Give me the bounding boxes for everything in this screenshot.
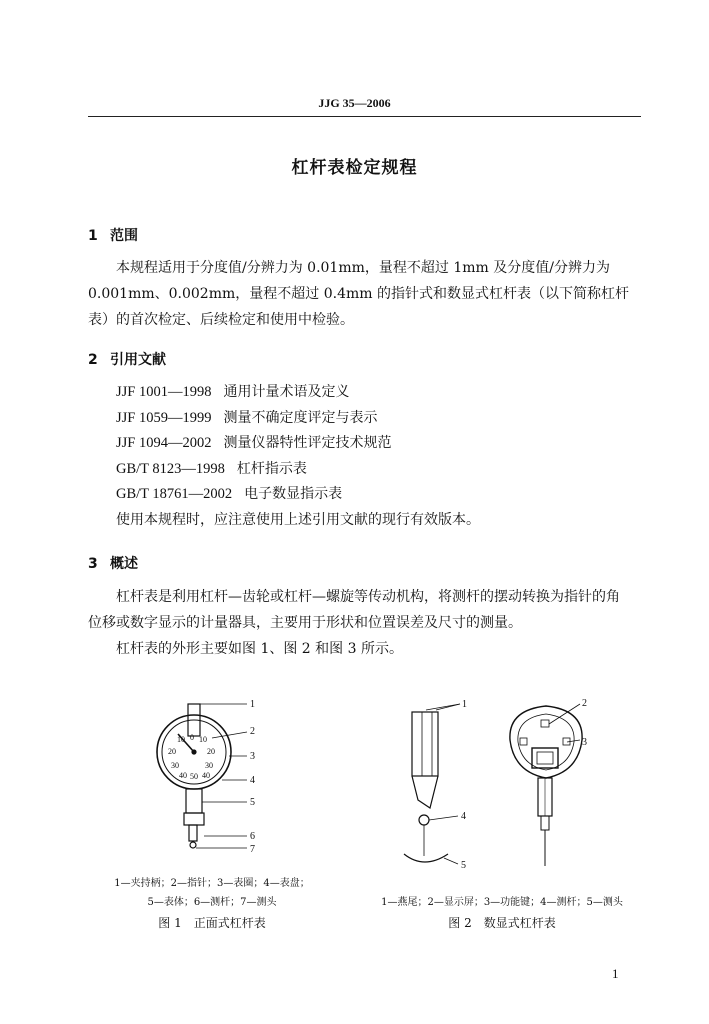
dial-number: 40 (179, 771, 187, 780)
overview-line-3: 杠杆表的外形主要如图 1、图 2 和图 3 所示。 (116, 641, 403, 657)
function-key (520, 738, 527, 745)
section-2-title: 引用文献 (110, 352, 166, 368)
dial-number: 20 (207, 747, 215, 756)
part-label: 4 (461, 811, 466, 822)
section-1-heading (88, 225, 138, 245)
figure-2-side-labels (461, 699, 467, 871)
side-lever (412, 776, 438, 808)
side-body (412, 712, 438, 776)
reference-item (116, 431, 480, 457)
scope-line-2: 0.001mm、0.002mm，量程不超过 0.4mm 的指针式和数显式杠杆表（以下简称杠杆 (88, 286, 629, 302)
section-3-heading (88, 553, 138, 573)
section-1-paragraph (88, 255, 644, 333)
reference-name: 测量仪器特性评定技术规范 (223, 435, 392, 451)
pointer-hub (192, 750, 196, 754)
section-3-title: 概述 (110, 556, 138, 572)
figure-2-side-view (404, 712, 448, 862)
contact-arc (404, 854, 448, 862)
dial-number: 20 (168, 747, 176, 756)
lever-housing (184, 813, 204, 825)
reference-list (116, 380, 480, 533)
figure-1-legend-line-2: 5—表体；6—测杆；7—测头 (147, 897, 277, 908)
figures-area (0, 690, 709, 940)
header-rule (88, 116, 641, 117)
part-label: 4 (250, 775, 255, 786)
overview-line-2: 位移或数字显示的计量器具，主要用于形状和位置误差及尺寸的测量。 (88, 615, 522, 631)
function-key (541, 720, 549, 727)
figure-1-caption: 图 1 正面式杠杆表 (158, 916, 266, 930)
document-header-code: JJG 35—2006 (318, 96, 391, 110)
dial-number: 30 (205, 761, 213, 770)
figure-2-leader-lines (426, 704, 460, 864)
section-2-heading (88, 349, 166, 369)
reference-code: GB/T 18761—2002 (116, 486, 233, 502)
section-3-number: 3 (88, 556, 98, 572)
part-label: 1 (250, 699, 255, 710)
reference-code: GB/T 8123—1998 (116, 460, 225, 477)
dial-scale-numbers (168, 733, 215, 781)
contact-point (190, 842, 196, 848)
dial-number: 10 (199, 735, 207, 744)
section-3-paragraph (88, 584, 644, 662)
reference-item (116, 380, 480, 406)
reference-note: 使用本规程时，应注意使用上述引用文献的现行有效版本。 (116, 511, 480, 528)
front-housing (510, 706, 582, 778)
dial-number: 0 (190, 733, 194, 742)
part-label: 7 (250, 844, 255, 855)
part-label: 6 (250, 831, 255, 842)
section-1-title: 范围 (110, 228, 138, 244)
front-inner-rim (518, 714, 574, 770)
overview-line-1: 杠杆表是利用杠杆—齿轮或杠杆—螺旋等传动机构，将测杆的摆动转换为指针的角 (116, 589, 620, 605)
reference-code: JJF 1001—1998 (116, 384, 212, 400)
part-label: 5 (461, 860, 466, 871)
figure-2-front-labels (582, 698, 587, 748)
part-label: 2 (582, 698, 587, 709)
scope-line-1: 本规程适用于分度值/分辨力为 0.01mm，量程不超过 1mm 及分度值/分辨力为 (116, 260, 610, 276)
figure-2-caption: 图 2 数显式杠杆表 (448, 916, 556, 930)
figure-2-legend: 1—燕尾；2—显示屏；3—功能键；4—测杆；5—测头 (381, 897, 623, 908)
page-number: 1 (612, 966, 619, 981)
section-1-number: 1 (88, 228, 98, 244)
dial-number: 40 (202, 771, 210, 780)
section-2-number: 2 (88, 352, 98, 368)
reference-name: 通用计量术语及定义 (223, 384, 350, 400)
part-label: 2 (250, 726, 255, 737)
part-label: 1 (462, 699, 467, 710)
dial-number: 50 (190, 772, 198, 781)
part-label: 3 (250, 751, 255, 762)
reference-code: JJF 1059—1999 (116, 409, 212, 426)
scope-line-3: 表）的首次检定、后续检定和使用中检验。 (88, 312, 354, 328)
reference-name: 电子数显指示表 (244, 486, 343, 502)
dial-number: 30 (171, 761, 179, 770)
reference-item (116, 406, 480, 432)
reference-name: 杠杆指示表 (236, 460, 307, 477)
reference-name: 测量不确定度评定与表示 (223, 409, 378, 426)
indicator-body (186, 789, 202, 813)
dial-number: 10 (177, 735, 185, 744)
figure-1-part-labels (250, 699, 255, 855)
part-label: 3 (582, 737, 587, 748)
reference-code: JJF 1094—2002 (116, 435, 212, 451)
side-pivot (419, 815, 429, 825)
part-label: 5 (250, 797, 255, 808)
figure-2-front-view (510, 706, 582, 866)
reference-item (116, 457, 480, 483)
display-screen (532, 748, 558, 768)
reference-item (116, 482, 480, 508)
figure-1-legend-line-1: 1—夹持柄；2—指针；3—表圈；4—表盘； (114, 878, 310, 889)
lever-arm (189, 825, 197, 841)
document-title: 杠杆表检定规程 (291, 158, 418, 178)
